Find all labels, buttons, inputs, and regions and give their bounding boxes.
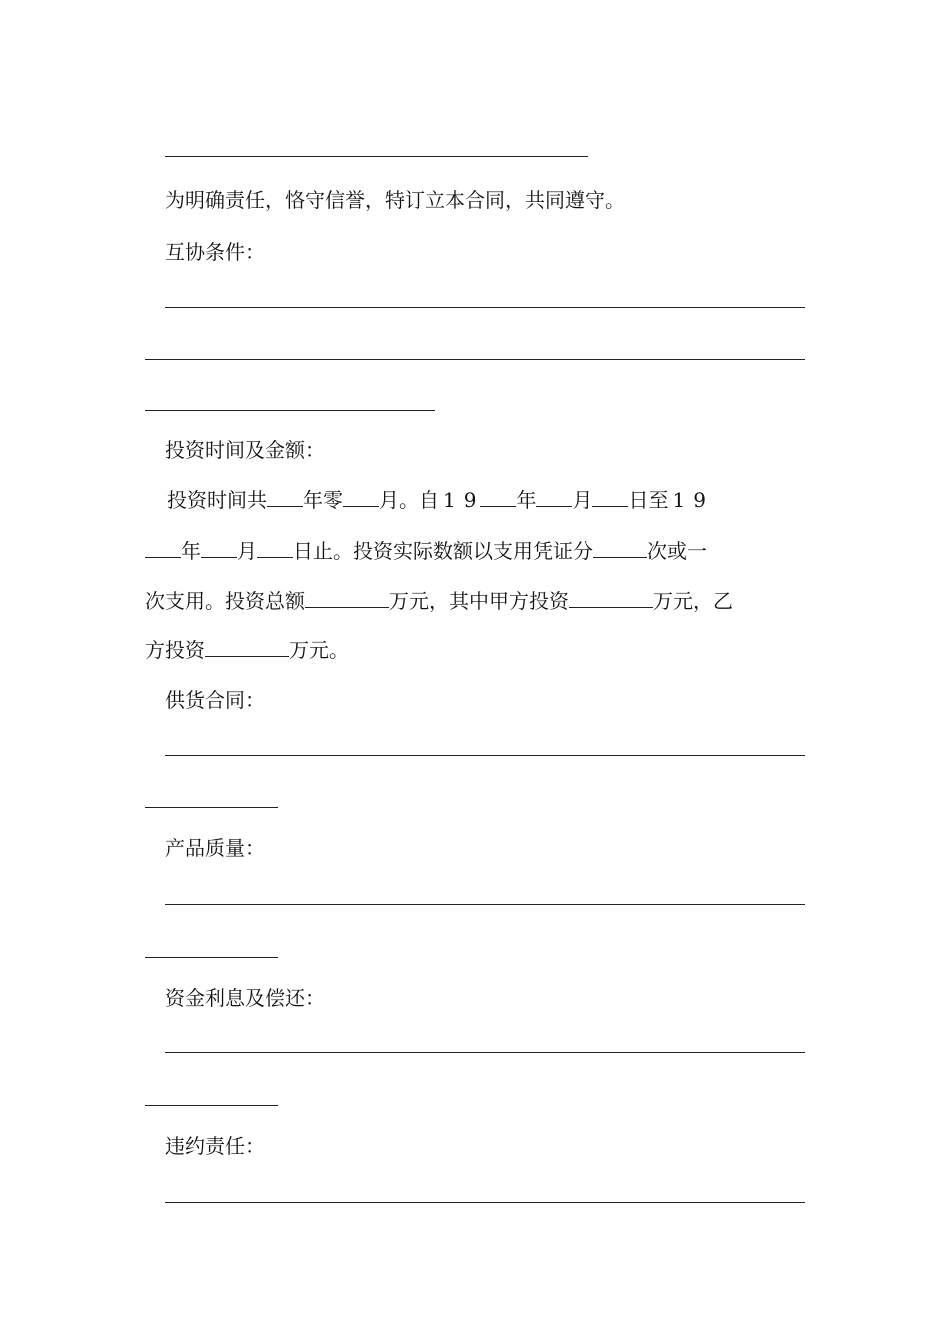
mutual-terms-fill-line-2 bbox=[145, 359, 805, 360]
text: 投资时间共 bbox=[167, 488, 267, 512]
heading-interest-repayment: 资金利息及偿还： bbox=[165, 986, 325, 1010]
interest-fill-line-1 bbox=[165, 1052, 805, 1053]
total-amount-blank bbox=[305, 589, 389, 608]
digit: 9 bbox=[693, 488, 706, 512]
text: 日止。投资实际数额以支用凭证分 bbox=[293, 539, 593, 563]
quality-fill-line-2 bbox=[145, 957, 278, 958]
start-day-blank bbox=[592, 488, 628, 507]
heading-product-quality: 产品质量： bbox=[165, 836, 265, 860]
breach-fill-line-1 bbox=[165, 1202, 805, 1203]
mutual-terms-fill-line-1 bbox=[165, 307, 805, 308]
text: 方投资 bbox=[145, 638, 205, 662]
digit: 1 bbox=[443, 488, 456, 512]
heading-breach-liability: 违约责任： bbox=[165, 1134, 265, 1158]
end-month-blank bbox=[201, 539, 237, 558]
text: 月 bbox=[572, 488, 593, 512]
heading-mutual-terms: 互协条件： bbox=[165, 240, 265, 264]
interest-fill-line-2 bbox=[145, 1105, 278, 1106]
investment-paragraph-line-1 bbox=[167, 488, 710, 512]
quality-fill-line-1 bbox=[165, 904, 805, 905]
supply-fill-line-2 bbox=[145, 807, 278, 808]
text: 月 bbox=[237, 539, 257, 563]
mutual-terms-fill-line-3 bbox=[145, 410, 435, 411]
digit: 9 bbox=[463, 488, 477, 512]
investment-paragraph-line-3 bbox=[145, 589, 733, 613]
top-fill-line bbox=[165, 156, 588, 157]
text: 万元，乙 bbox=[653, 589, 733, 613]
text: 万元，其中甲方投资 bbox=[389, 589, 569, 613]
text: 年 bbox=[181, 539, 201, 563]
start-year-blank bbox=[480, 488, 516, 507]
years-blank bbox=[267, 488, 303, 507]
installments-blank bbox=[593, 539, 647, 558]
party-a-amount-blank bbox=[569, 589, 653, 608]
digit: 1 bbox=[672, 488, 686, 512]
text: 次或一 bbox=[647, 539, 707, 563]
heading-investment: 投资时间及金额： bbox=[165, 438, 325, 462]
investment-paragraph-line-4 bbox=[145, 638, 349, 662]
months-blank bbox=[343, 488, 379, 507]
text: 年零 bbox=[303, 488, 343, 512]
end-day-blank bbox=[257, 539, 293, 558]
text: 次支用。投资总额 bbox=[145, 589, 305, 613]
text: 月。自 bbox=[379, 488, 439, 512]
heading-supply-contract: 供货合同： bbox=[165, 688, 265, 712]
end-year-blank bbox=[145, 539, 181, 558]
investment-paragraph-line-2 bbox=[145, 539, 707, 563]
text: 年 bbox=[516, 488, 537, 512]
intro-paragraph: 为明确责任，恪守信誉，特订立本合同，共同遵守。 bbox=[165, 188, 625, 212]
supply-fill-line-1 bbox=[165, 755, 805, 756]
text: 日至 bbox=[628, 488, 669, 512]
text: 万元。 bbox=[289, 638, 349, 662]
party-b-amount-blank bbox=[205, 638, 289, 657]
start-month-blank bbox=[536, 488, 572, 507]
